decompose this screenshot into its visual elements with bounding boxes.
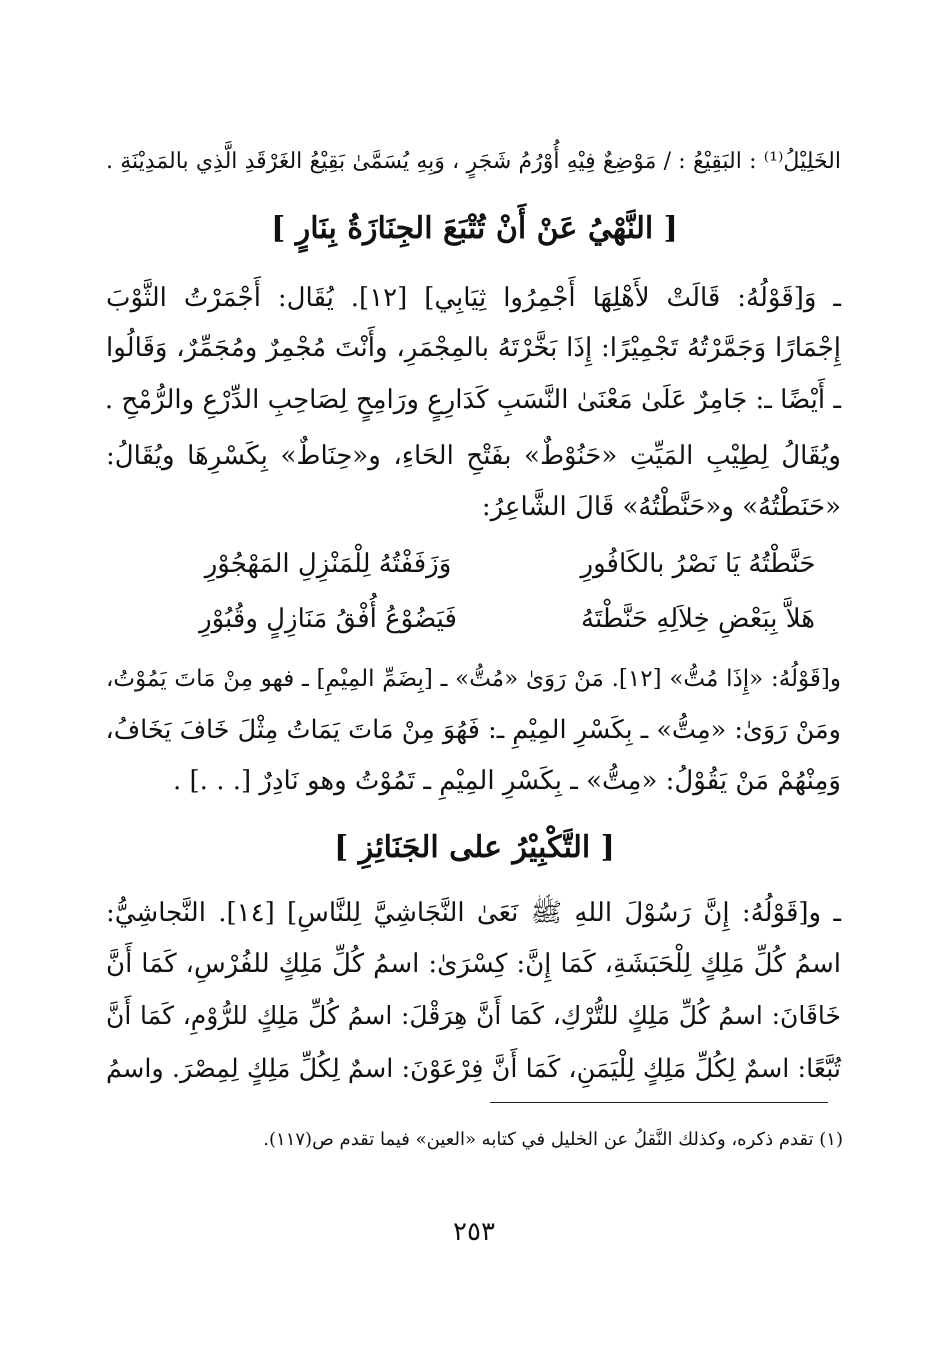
verse-2-first-hemistich: هَلاَّ بِبَعْضِ خِلاَلِهِ حَنَّطْتَهُ — [581, 604, 815, 634]
text-line-9: وَمِنْهُمْ مَنْ يَقُوْلُ: «مِتُّ» ـ بِكَسْرِ المِيْمِ ـ تَمُوْتُ وهو نَادِرٌ [. . .] . — [173, 766, 841, 796]
text-line-12: خَاقَانَ: اسمُ كُلِّ مَلِكٍ للتُّرْكِ، كَمَا أَنَّ هِرَقْلَ: اسمُ كُلِّ مَلِكٍ للرُّوْمِ، كَمَا أَنَّ — [106, 1001, 841, 1030]
verse-2-second-hemistich: فَيَضُوْعُ أُفْقُ مَنَازِلٍ وقُبُوْرِ — [199, 604, 457, 634]
text-line-11: اسمُ كُلِّ مَلِكٍ لِلْحَبَشَةِ، كَمَا إِنَّ: كِسْرَىٰ: اسمُ كُلِّ مَلِكٍ للفُرْسِ، كَمَا أَنَّ — [106, 949, 841, 979]
section-heading-2: [ التَّكْبِيْرُ على الجَنَائِزِ ] — [334, 830, 615, 865]
text-line-3: إِجْمَارًا وَجَمَّرْتُهُ تَجْمِيْرًا: إِذَا بَخَّرْتَهُ بالمِجْمَرِ، وأَنْتَ مُجْمِرٌ ومُجَمِّرٌ، وَقَالُوا — [106, 333, 841, 363]
section-heading-1: [ النَّهْيُ عَنْ أَنْ تُتْبَعَ الجِنَازَةُ بِنَارٍ ] — [271, 211, 678, 246]
footnote-1: (١) تقدم ذكره، وكذلك النَّقلُ عن الخليل في كتابه «العين» فيما تقدم ص(١١٧). — [263, 1129, 843, 1150]
text-line-10: ـ و[قَوْلُهُ: إِنَّ رَسُوْلَ اللهِ ﷺ نَعَىٰ النَّجَاشِيَّ لِلنَّاسِ] [١٤]. النَّجاشِيُّ: — [106, 898, 842, 928]
verse-1-first-hemistich: حَنَّطْتُهُ يَا نَصْرُ بالكَافُورِ — [580, 549, 816, 579]
text-line-6: «حَنَطْتُهُ» و«حَنَّطْتُهُ» قَالَ الشَّاعِرُ: — [481, 492, 841, 522]
text-line-7: و[قَوْلُهُ: «إِذَا مُتُّ» [١٢]. مَنْ رَوَىٰ «مُتُّ» ـ [بِضَمِّ المِيْمِ] ـ فهو مِنْ مَاتَ يَمُوْتُ، — [106, 666, 841, 692]
page-number: ٢٥٣ — [453, 1217, 495, 1247]
verse-1-second-hemistich: وَزَفَفْتُهُ لِلْمَنْزِلِ المَهْجُوْرِ — [204, 549, 452, 579]
text-line-8: ومَنْ رَوَىٰ: «مِتُّ» ـ بِكَسْرِ المِيْمِ ـ: فَهُوَ مِنْ مَاتَ يَمَاتُ مِثْلَ خَافَ يَخَافُ، — [105, 715, 841, 745]
footnote-separator — [490, 1102, 828, 1103]
text-line-2: ـ وَ[قَوْلُهُ: قَالَتْ لأَهْلِهَا أَجْمِرُوا ثِيَابِي] [١٢]. يُقَال: أَجْمَرْتُ الثَّوْبَ — [106, 283, 841, 313]
text-line-4: ـ أَيْضًا ـ: جَامِرٌ عَلَىٰ مَعْنَىٰ النَّسَبِ كَدَارِعٍ ورَامِحٍ لِصَاحِبِ الدِّرْعِ والرُّمْحِ . — [104, 385, 841, 415]
text-line-5: ويُقَالُ لِطِيْبِ المَيِّتِ «حَنُوْطٌ» بفَتْحِ الحَاءِ، و«حِنَاطٌ» بِكَسْرِهَا ويُقَالُ: — [106, 441, 841, 471]
text-line-13: تُبَّعًا: اسمٌ لِكُلِّ مَلِكٍ لِلْيَمَنِ، كَمَا أَنَّ فِرْعَوْنَ: اسمٌ لِكُلِّ مَلِكٍ لِمِصْرَ. واسمُ — [106, 1054, 841, 1084]
text-line-1: الخَلِيْلُ⁽¹⁾ : البَقِيْعُ : / مَوْضِعٌ فِيْهِ أُوْرُمُ شَجَرٍ ، وَبِهِ يُسَمَّىٰ بَقِيْعُ الغَرْقَدِ الَّذِي بالمَدِيْنَةِ . — [106, 149, 841, 174]
